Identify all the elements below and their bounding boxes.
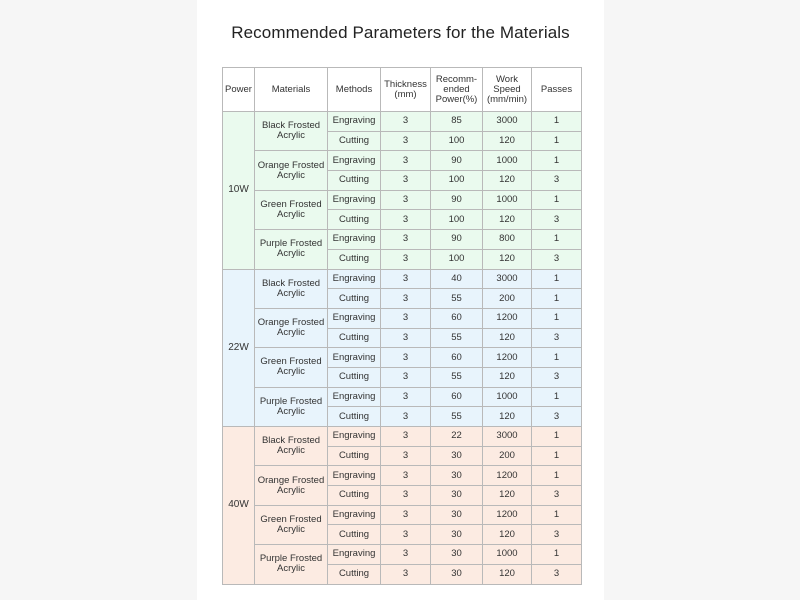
thickness-cell: 3	[381, 171, 431, 191]
power-percent-cell: 90	[431, 190, 483, 210]
table-header-row	[223, 68, 582, 112]
power-percent-cell: 30	[431, 466, 483, 486]
thickness-cell: 3	[381, 545, 431, 565]
material-cell: Black Frosted Acrylic	[255, 427, 328, 466]
thickness-cell: 3	[381, 249, 431, 269]
power-percent-cell: 22	[431, 427, 483, 447]
method-cell: Engraving	[328, 151, 381, 171]
power-percent-cell: 60	[431, 308, 483, 328]
method-cell: Cutting	[328, 486, 381, 506]
method-cell: Engraving	[328, 348, 381, 368]
passes-cell: 1	[532, 131, 582, 151]
power-percent-cell: 100	[431, 171, 483, 191]
method-cell: Engraving	[328, 545, 381, 565]
thickness-cell: 3	[381, 407, 431, 427]
passes-cell: 1	[532, 427, 582, 447]
thickness-cell: 3	[381, 269, 431, 289]
table-body	[223, 112, 582, 585]
power-percent-cell: 55	[431, 328, 483, 348]
speed-cell: 1200	[483, 466, 532, 486]
method-cell: Cutting	[328, 171, 381, 191]
material-cell: Black Frosted Acrylic	[255, 112, 328, 151]
thickness-cell: 3	[381, 505, 431, 525]
speed-cell: 1000	[483, 190, 532, 210]
header-recommended-power: Recomm- ended Power(%)	[431, 68, 483, 112]
table-row	[223, 190, 582, 210]
method-cell: Engraving	[328, 112, 381, 132]
thickness-cell: 3	[381, 348, 431, 368]
power-percent-cell: 40	[431, 269, 483, 289]
method-cell: Cutting	[328, 131, 381, 151]
passes-cell: 1	[532, 230, 582, 250]
material-cell: Purple Frosted Acrylic	[255, 230, 328, 269]
method-cell: Cutting	[328, 328, 381, 348]
power-percent-cell: 30	[431, 545, 483, 565]
passes-cell: 1	[532, 289, 582, 309]
method-cell: Cutting	[328, 367, 381, 387]
power-percent-cell: 85	[431, 112, 483, 132]
passes-cell: 3	[532, 171, 582, 191]
thickness-cell: 3	[381, 486, 431, 506]
passes-cell: 1	[532, 466, 582, 486]
speed-cell: 120	[483, 328, 532, 348]
method-cell: Cutting	[328, 407, 381, 427]
speed-cell: 1000	[483, 387, 532, 407]
passes-cell: 3	[532, 367, 582, 387]
speed-cell: 120	[483, 210, 532, 230]
method-cell: Cutting	[328, 525, 381, 545]
power-percent-cell: 30	[431, 486, 483, 506]
power-percent-cell: 60	[431, 348, 483, 368]
material-cell: Orange Frosted Acrylic	[255, 466, 328, 505]
method-cell: Engraving	[328, 190, 381, 210]
passes-cell: 1	[532, 112, 582, 132]
passes-cell: 3	[532, 486, 582, 506]
speed-cell: 120	[483, 131, 532, 151]
power-cell: 40W	[223, 427, 255, 585]
speed-cell: 3000	[483, 427, 532, 447]
power-percent-cell: 30	[431, 525, 483, 545]
power-percent-cell: 90	[431, 151, 483, 171]
thickness-cell: 3	[381, 564, 431, 584]
thickness-cell: 3	[381, 367, 431, 387]
thickness-cell: 3	[381, 387, 431, 407]
table-row	[223, 427, 582, 447]
thickness-cell: 3	[381, 190, 431, 210]
speed-cell: 120	[483, 171, 532, 191]
passes-cell: 3	[532, 328, 582, 348]
power-percent-cell: 100	[431, 131, 483, 151]
thickness-cell: 3	[381, 289, 431, 309]
material-cell: Orange Frosted Acrylic	[255, 308, 328, 347]
method-cell: Engraving	[328, 505, 381, 525]
material-cell: Green Frosted Acrylic	[255, 505, 328, 544]
page-title: Recommended Parameters for the Materials	[231, 23, 570, 42]
table-row	[223, 466, 582, 486]
passes-cell: 1	[532, 446, 582, 466]
header-work-speed: Work Speed (mm/min)	[483, 68, 532, 112]
method-cell: Engraving	[328, 427, 381, 447]
method-cell: Engraving	[328, 308, 381, 328]
table-row	[223, 545, 582, 565]
material-cell: Orange Frosted Acrylic	[255, 151, 328, 190]
power-percent-cell: 100	[431, 210, 483, 230]
method-cell: Cutting	[328, 564, 381, 584]
passes-cell: 1	[532, 387, 582, 407]
power-percent-cell: 100	[431, 249, 483, 269]
speed-cell: 200	[483, 446, 532, 466]
material-cell: Purple Frosted Acrylic	[255, 387, 328, 426]
passes-cell: 3	[532, 249, 582, 269]
passes-cell: 1	[532, 190, 582, 210]
speed-cell: 1200	[483, 308, 532, 328]
speed-cell: 120	[483, 564, 532, 584]
passes-cell: 1	[532, 348, 582, 368]
table-row	[223, 387, 582, 407]
material-cell: Purple Frosted Acrylic	[255, 545, 328, 584]
thickness-cell: 3	[381, 446, 431, 466]
table-row	[223, 230, 582, 250]
passes-cell: 1	[532, 269, 582, 289]
header-thickness: Thickness (mm)	[381, 68, 431, 112]
speed-cell: 1000	[483, 151, 532, 171]
power-percent-cell: 30	[431, 505, 483, 525]
power-cell: 10W	[223, 112, 255, 270]
document-page	[197, 0, 604, 600]
power-cell: 22W	[223, 269, 255, 427]
power-percent-cell: 55	[431, 407, 483, 427]
table-row	[223, 269, 582, 289]
passes-cell: 3	[532, 525, 582, 545]
header-methods: Methods	[328, 68, 381, 112]
passes-cell: 1	[532, 505, 582, 525]
speed-cell: 120	[483, 525, 532, 545]
thickness-cell: 3	[381, 210, 431, 230]
header-power: Power	[223, 68, 255, 112]
method-cell: Cutting	[328, 249, 381, 269]
speed-cell: 120	[483, 407, 532, 427]
speed-cell: 800	[483, 230, 532, 250]
method-cell: Engraving	[328, 466, 381, 486]
speed-cell: 200	[483, 289, 532, 309]
passes-cell: 1	[532, 308, 582, 328]
passes-cell: 3	[532, 564, 582, 584]
thickness-cell: 3	[381, 112, 431, 132]
speed-cell: 120	[483, 249, 532, 269]
material-cell: Black Frosted Acrylic	[255, 269, 328, 308]
passes-cell: 1	[532, 545, 582, 565]
table-row	[223, 112, 582, 132]
speed-cell: 120	[483, 367, 532, 387]
method-cell: Engraving	[328, 269, 381, 289]
table-row	[223, 308, 582, 328]
power-percent-cell: 60	[431, 387, 483, 407]
parameters-table	[222, 67, 582, 585]
speed-cell: 1200	[483, 348, 532, 368]
power-percent-cell: 55	[431, 367, 483, 387]
table-row	[223, 505, 582, 525]
speed-cell: 1200	[483, 505, 532, 525]
speed-cell: 1000	[483, 545, 532, 565]
passes-cell: 3	[532, 210, 582, 230]
power-percent-cell: 30	[431, 564, 483, 584]
method-cell: Cutting	[328, 210, 381, 230]
thickness-cell: 3	[381, 230, 431, 250]
speed-cell: 3000	[483, 269, 532, 289]
header-materials: Materials	[255, 68, 328, 112]
thickness-cell: 3	[381, 525, 431, 545]
table-row	[223, 151, 582, 171]
passes-cell: 1	[532, 151, 582, 171]
speed-cell: 120	[483, 486, 532, 506]
power-percent-cell: 30	[431, 446, 483, 466]
thickness-cell: 3	[381, 151, 431, 171]
power-percent-cell: 55	[431, 289, 483, 309]
thickness-cell: 3	[381, 308, 431, 328]
thickness-cell: 3	[381, 427, 431, 447]
thickness-cell: 3	[381, 466, 431, 486]
header-passes: Passes	[532, 68, 582, 112]
material-cell: Green Frosted Acrylic	[255, 348, 328, 387]
thickness-cell: 3	[381, 131, 431, 151]
method-cell: Engraving	[328, 387, 381, 407]
power-percent-cell: 90	[431, 230, 483, 250]
passes-cell: 3	[532, 407, 582, 427]
method-cell: Cutting	[328, 289, 381, 309]
thickness-cell: 3	[381, 328, 431, 348]
method-cell: Cutting	[328, 446, 381, 466]
method-cell: Engraving	[328, 230, 381, 250]
material-cell: Green Frosted Acrylic	[255, 190, 328, 229]
table-row	[223, 348, 582, 368]
speed-cell: 3000	[483, 112, 532, 132]
